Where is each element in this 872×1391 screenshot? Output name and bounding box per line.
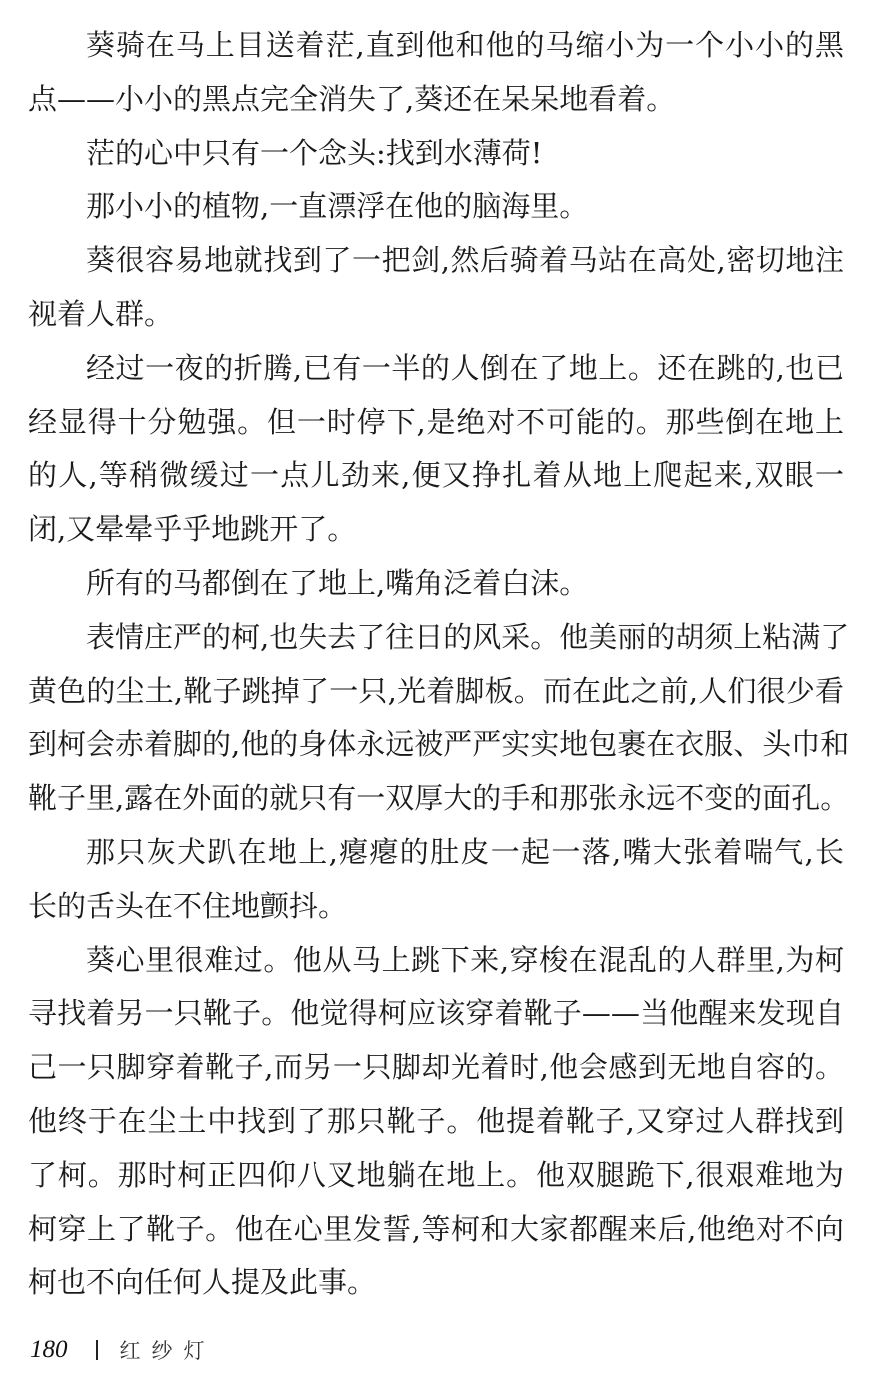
text-line: 了柯。那时柯正四仰八叉地躺在地上。他双腿跪下,很艰难地为	[28, 1157, 844, 1192]
text-line: 长的舌头在不住地颤抖。	[28, 888, 348, 923]
text-line: 己一只脚穿着靴子,而另一只脚却光着时,他会感到无地自容的。	[28, 1050, 844, 1085]
text-line: 葵骑在马上目送着茫,直到他和他的马缩小为一个小小的黑	[86, 28, 844, 62]
book-title: 红纱灯	[119, 1339, 216, 1363]
text-line: 的人,等稍微缓过一点儿劲来,便又挣扎着从地上爬起来,双眼一	[28, 458, 844, 493]
text-line: 表情庄严的柯,也失去了往日的风采。他美丽的胡须上粘满了	[86, 619, 850, 654]
text-line: 柯穿上了靴子。他在心里发誓,等柯和大家都醒来后,他绝对不向	[28, 1211, 844, 1246]
text-line: 黄色的尘土,靴子跳掉了一只,光着脚板。而在此之前,人们很少看	[28, 673, 844, 708]
text-line: 他终于在尘土中找到了那只靴子。他提着靴子,又穿过人群找到	[28, 1104, 844, 1138]
text-line: 葵心里很难过。他从马上跳下来,穿梭在混乱的人群里,为柯	[86, 942, 844, 977]
page-footer	[30, 1330, 216, 1370]
text-line: 闭,又晕晕乎乎地跳开了。	[28, 512, 357, 547]
text-line: 那小小的植物,一直漂浮在他的脑海里。	[86, 189, 589, 224]
text-line: 经显得十分勉强。但一时停下,是绝对不可能的。那些倒在地上	[28, 404, 844, 439]
text-line: 寻找着另一只靴子。他觉得柯应该穿着靴子——当他醒来发现自	[28, 996, 844, 1031]
text-line: 所有的马都倒在了地上,嘴角泛着白沫。	[86, 566, 589, 600]
text-line: 到柯会赤着脚的,他的身体永远被严严实实地包裹在衣服、头巾和	[28, 727, 850, 762]
text-line: 柯也不向任何人提及此事。	[28, 1265, 377, 1300]
page-number: 180	[30, 1336, 68, 1363]
text-line: 视着人群。	[28, 297, 174, 331]
footer-divider	[96, 1340, 98, 1360]
text-line: 点——小小的黑点完全消失了,葵还在呆呆地看着。	[28, 81, 676, 116]
text-line: 那只灰犬趴在地上,瘪瘪的肚皮一起一落,嘴大张着喘气,长	[86, 835, 844, 869]
text-line: 茫的心中只有一个念头:找到水薄荷!	[86, 135, 543, 170]
text-line: 靴子里,露在外面的就只有一双厚大的手和那张永远不变的面孔。	[28, 781, 850, 816]
text-line: 葵很容易地就找到了一把剑,然后骑着马站在高处,密切地注	[86, 243, 844, 278]
text-line: 经过一夜的折腾,已有一半的人倒在了地上。还在跳的,也已	[86, 350, 844, 385]
